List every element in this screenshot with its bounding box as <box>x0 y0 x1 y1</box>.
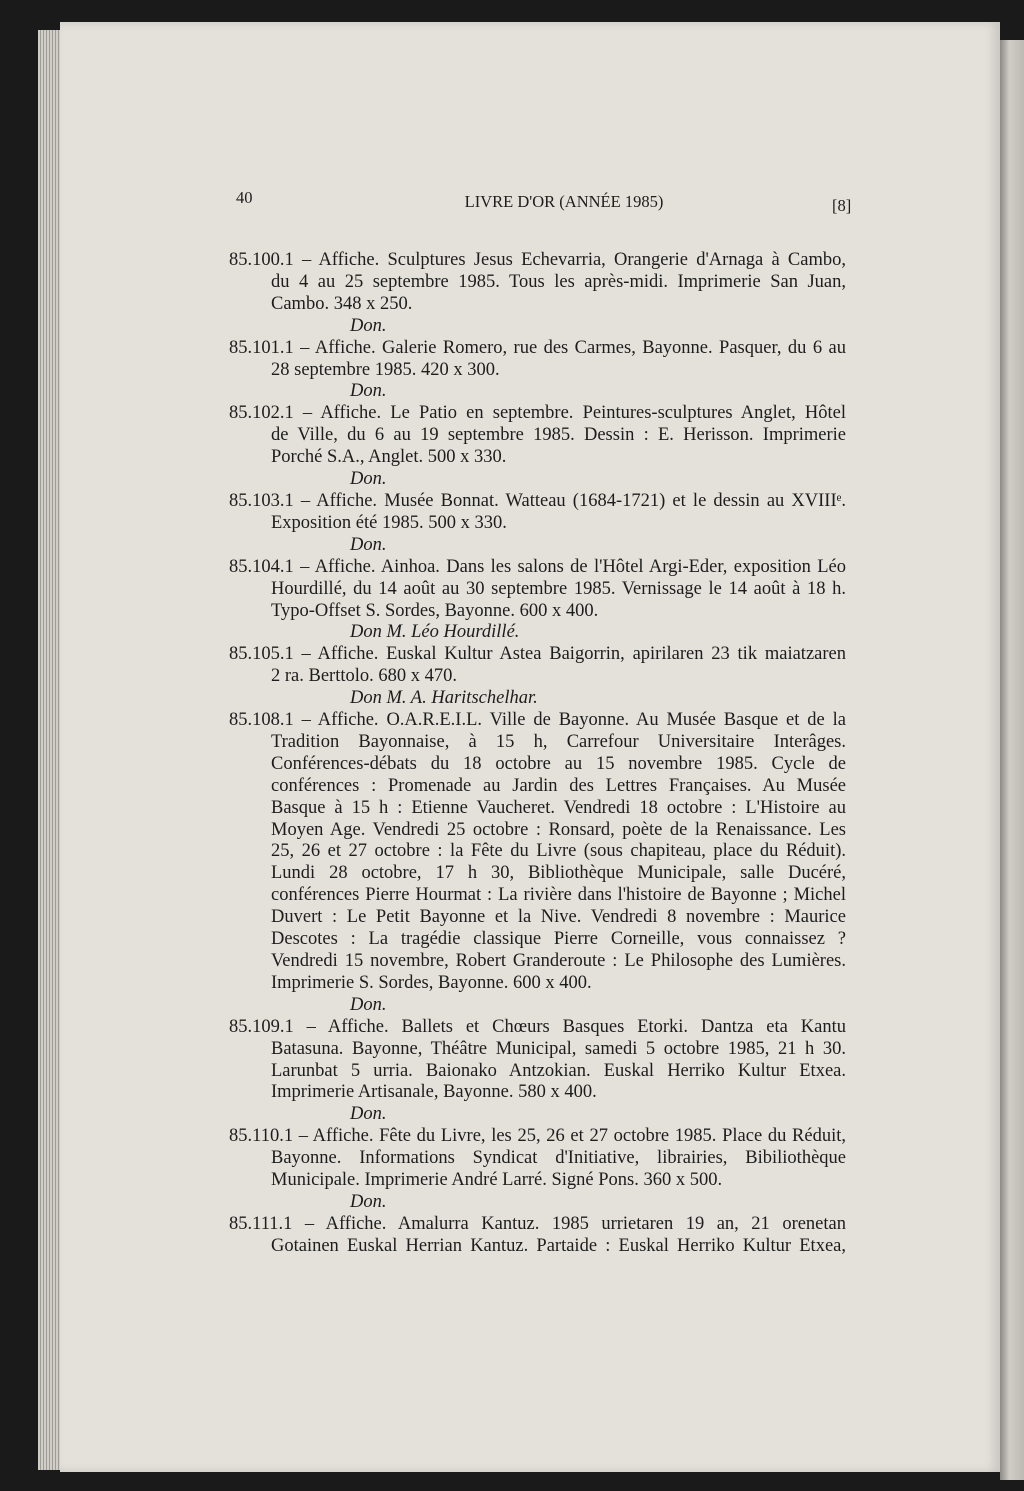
entry-line: Lundi 28 octobre, 17 h 30, Bibliothèque Municipale, salle Ducéré, <box>271 863 846 884</box>
catalogue-entry <box>229 403 846 491</box>
entry-line: Larunbat 5 urria. Baionako Antzokian. Euskal Herriko Kultur Etxea. <box>271 1060 846 1081</box>
facing-page-edge <box>1000 40 1024 1480</box>
entry-line: du 4 au 25 septembre 1985. Tous les après-midi. Imprimerie San Juan, <box>271 271 846 292</box>
entry-line: conférences Pierre Hourmat : La rivière dans l'histoire de Bayonne ; Michel <box>271 885 846 906</box>
entry-line: Gotainen Euskal Herrian Kantuz. Partaide : Euskal Herriko Kultur Etxea, <box>271 1235 846 1256</box>
entry-donor: Don. <box>350 381 387 402</box>
entry-line: Tradition Bayonnaise, à 15 h, Carrefour Universitaire Interâges. <box>271 731 846 752</box>
catalogue-entries <box>229 250 846 1258</box>
entry-line: Municipale. Imprimerie André Larré. Signé Pons. 360 x 500. <box>271 1170 723 1191</box>
catalogue-entry <box>229 1214 846 1258</box>
running-title: LIVRE D'OR (ANNÉE 1985) <box>464 192 664 211</box>
page-number: 40 <box>236 188 253 207</box>
entry-donor: Don. <box>350 1104 387 1125</box>
entry-donor: Don. <box>350 994 387 1015</box>
entry-line: Typo-Offset S. Sordes, Bayonne. 600 x 400. <box>271 600 599 621</box>
entry-donor: Don. <box>350 315 387 336</box>
entry-line: de Ville, du 6 au 19 septembre 1985. Dessin : E. Herisson. Imprimerie <box>271 425 846 446</box>
catalogue-entry <box>229 1126 846 1214</box>
catalogue-entry <box>229 1017 846 1127</box>
entry-line: conférences : Promenade au Jardin des Lettres Françaises. Au Musée <box>271 775 846 796</box>
entry-line: Cambo. 348 x 250. <box>271 293 413 314</box>
entry-donor: Don M. A. Haritschelhar. <box>350 688 538 709</box>
entry-line: Descotes : La tragédie classique Pierre Corneille, vous connaissez ? <box>271 929 846 950</box>
entry-first-line: 85.111.1 – Affiche. Amalurra Kantuz. 1985 urrietaren 19 an, 21 orenetan <box>229 1213 846 1234</box>
entry-line: 25, 26 et 27 octobre : la Fête du Livre (sous chapiteau, place du Réduit). <box>271 841 846 862</box>
entry-first-line: 85.109.1 – Affiche. Ballets et Chœurs Basques Etorki. Dantza eta Kantu <box>229 1016 846 1037</box>
section-number: [8] <box>832 196 852 215</box>
catalogue-entry <box>229 338 846 404</box>
catalogue-entry <box>229 557 846 645</box>
entry-donor: Don. <box>350 1191 387 1212</box>
catalogue-entry <box>229 710 846 1017</box>
entry-donor: Don M. Léo Hourdillé. <box>350 622 520 643</box>
catalogue-entry <box>229 250 846 338</box>
entry-first-line: 85.101.1 – Affiche. Galerie Romero, rue des Carmes, Bayonne. Pasquer, du 6 au <box>229 337 846 358</box>
entry-line: Vendredi 15 novembre, Robert Granderoute : Le Philosophe des Lumières. <box>271 951 846 971</box>
catalogue-entry <box>229 644 846 710</box>
entry-line: 28 septembre 1985. 420 x 300. <box>271 359 500 380</box>
entry-line: Exposition été 1985. 500 x 330. <box>271 512 507 533</box>
entry-donor: Don. <box>350 534 387 555</box>
entry-line: Batasuna. Bayonne, Théâtre Municipal, samedi 5 octobre 1985, 21 h 30. <box>271 1038 846 1059</box>
entry-first-line: 85.104.1 – Affiche. Ainhoa. Dans les salons de l'Hôtel Argi-Eder, exposition Léo <box>229 556 846 577</box>
entry-line: Conférences-débats du 18 octobre au 15 novembre 1985. Cycle de <box>271 753 846 774</box>
entry-first-line: 85.105.1 – Affiche. Euskal Kultur Astea Baigorrin, apirilaren 23 tik maiatzaren <box>229 644 846 665</box>
entry-line: Duvert : Le Petit Bayonne et la Nive. Vendredi 8 novembre : Maurice <box>271 907 846 928</box>
entry-line: Imprimerie S. Sordes, Bayonne. 600 x 400. <box>271 972 592 993</box>
entry-donor: Don. <box>350 469 387 490</box>
catalogue-entry <box>229 491 846 557</box>
entry-line: Hourdillé, du 14 août au 30 septembre 1985. Vernissage le 14 août à 18 h. <box>271 578 846 599</box>
entry-line: 2 ra. Berttolo. 680 x 470. <box>271 666 458 687</box>
entry-first-line: 85.108.1 – Affiche. O.A.R.E.I.L. Ville de Bayonne. Au Musée Basque et de la <box>229 710 846 731</box>
entry-first-line: 85.110.1 – Affiche. Fête du Livre, les 25, 26 et 27 octobre 1985. Place du Réduit, <box>229 1126 846 1147</box>
entry-line: Bayonne. Informations Syndicat d'Initiative, librairies, Bibiliothèque <box>271 1148 846 1169</box>
entry-line: Moyen Age. Vendredi 25 octobre : Ronsard, poète de la Renaissance. Les <box>271 819 846 840</box>
entry-line: Basque à 15 h : Etienne Vaucheret. Vendredi 18 octobre : L'Histoire au <box>271 797 846 818</box>
entry-first-line: 85.102.1 – Affiche. Le Patio en septembre. Peintures-sculptures Anglet, Hôtel <box>229 403 846 424</box>
entry-line: Imprimerie Artisanale, Bayonne. 580 x 400. <box>271 1082 597 1103</box>
entry-first-line: 85.103.1 – Affiche. Musée Bonnat. Watteau (1684-1721) et le dessin au XVIIIᵉ. <box>229 490 846 511</box>
entry-line: Porché S.A., Anglet. 500 x 330. <box>271 447 507 468</box>
entry-first-line: 85.100.1 – Affiche. Sculptures Jesus Echevarria, Orangerie d'Arnaga à Cambo, <box>229 250 846 270</box>
